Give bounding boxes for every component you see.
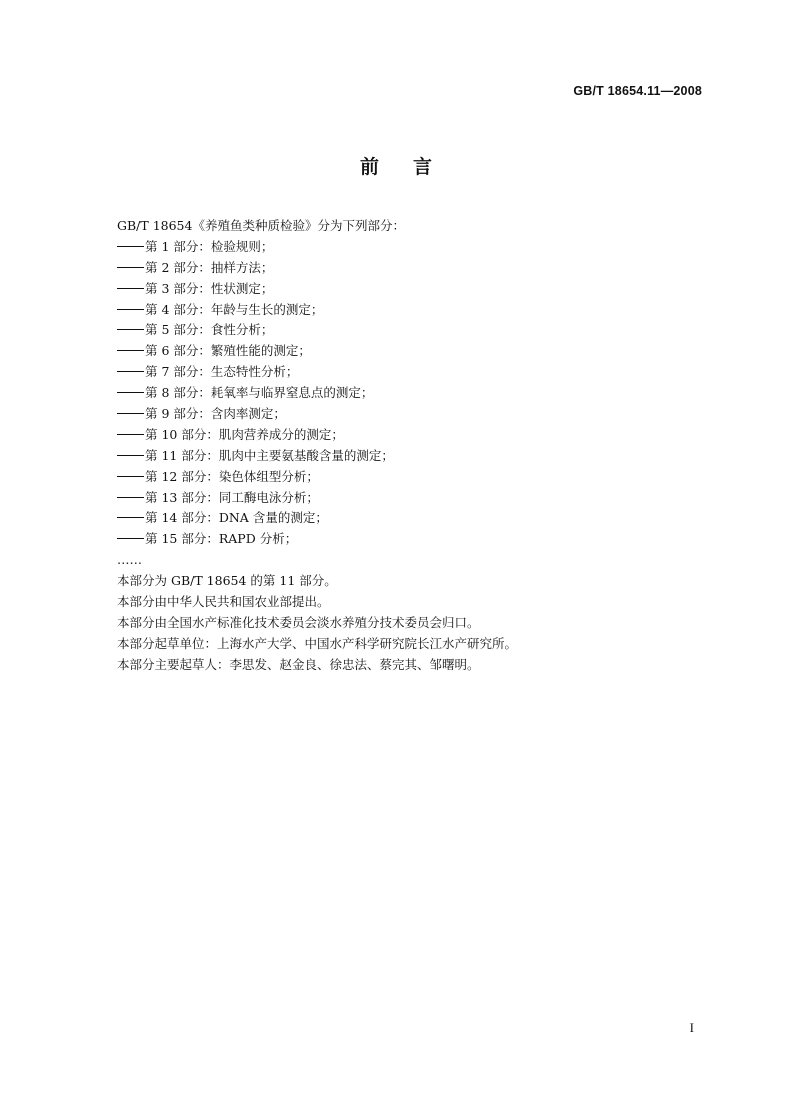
- statement: 本部分由中华人民共和国农业部提出。: [117, 594, 330, 610]
- list-item: [117, 467, 717, 488]
- dash-mark: [117, 392, 144, 393]
- dash-mark: [117, 517, 144, 518]
- dash-mark: [117, 350, 144, 351]
- intro-text: GB/T 18654《养殖鱼类种质检验》分为下列部分：: [117, 218, 405, 233]
- dash-mark: [117, 538, 144, 539]
- parts-list: [117, 237, 717, 550]
- dash-mark: [117, 413, 144, 414]
- list-item: [117, 529, 717, 550]
- part-text: 第 1 部分：检验规则；: [145, 238, 274, 254]
- part-text: 第 12 部分：染色体组型分析；: [145, 468, 319, 484]
- list-item: [117, 425, 717, 446]
- list-item: [117, 488, 717, 509]
- part-text: 第 11 部分：肌肉中主要氨基酸含量的测定；: [145, 447, 394, 463]
- part-text: 第 9 部分：含肉率测定；: [145, 406, 286, 422]
- list-item: [117, 362, 717, 383]
- part-text: 第 10 部分：肌肉营养成分的测定；: [145, 426, 344, 442]
- list-item: [117, 341, 717, 362]
- page-title: 前言: [359, 156, 466, 178]
- dash-mark: [117, 288, 144, 289]
- list-item: [117, 279, 717, 300]
- dash-mark: [117, 455, 144, 456]
- part-text: 第 2 部分：抽样方法；: [145, 259, 274, 275]
- list-item: [117, 446, 717, 467]
- list-item: [117, 404, 717, 425]
- dash-mark: [117, 476, 144, 477]
- list-item: [117, 383, 717, 404]
- dash-mark: [117, 329, 144, 330]
- dash-mark: [117, 246, 144, 247]
- dash-mark: [117, 497, 144, 498]
- part-text: 第 14 部分：DNA 含量的测定；: [145, 510, 328, 526]
- statement: 本部分由全国水产标准化技术委员会淡水养殖分技术委员会归口。: [117, 614, 480, 630]
- ellipsis: ……: [117, 552, 142, 568]
- dash-mark: [117, 267, 144, 268]
- part-text: 第 15 部分：RAPD 分析；: [145, 531, 298, 547]
- statement: 本部分起草单位：上海水产大学、中国水产科学研究院长江水产研究所。: [117, 635, 518, 651]
- list-item: [117, 320, 717, 341]
- part-text: 第 13 部分：同工酶电泳分析；: [145, 489, 319, 505]
- standard-code: GB/T 18654.11—2008: [573, 84, 702, 98]
- part-text: 第 3 部分：性状测定；: [145, 280, 274, 296]
- part-text: 第 6 部分：繁殖性能的测定；: [145, 343, 311, 359]
- part-text: 第 5 部分：食性分析；: [145, 322, 274, 338]
- list-item: [117, 508, 717, 529]
- dash-mark: [117, 371, 144, 372]
- page-number: I: [689, 1020, 694, 1035]
- statement: 本部分主要起草人：李思发、赵金良、徐忠法、蔡完其、邹曙明。: [117, 656, 480, 672]
- list-item: [117, 258, 717, 279]
- dash-mark: [117, 309, 144, 310]
- document-body: [117, 216, 717, 676]
- list-item: [117, 237, 717, 258]
- dash-mark: [117, 434, 144, 435]
- list-item: [117, 300, 717, 321]
- part-text: 第 8 部分：耗氧率与临界窒息点的测定；: [145, 385, 374, 401]
- statement: 本部分为 GB/T 18654 的第 11 部分。: [117, 573, 337, 589]
- part-text: 第 4 部分：年龄与生长的测定；: [145, 301, 324, 317]
- part-text: 第 7 部分：生态特性分析；: [145, 364, 299, 380]
